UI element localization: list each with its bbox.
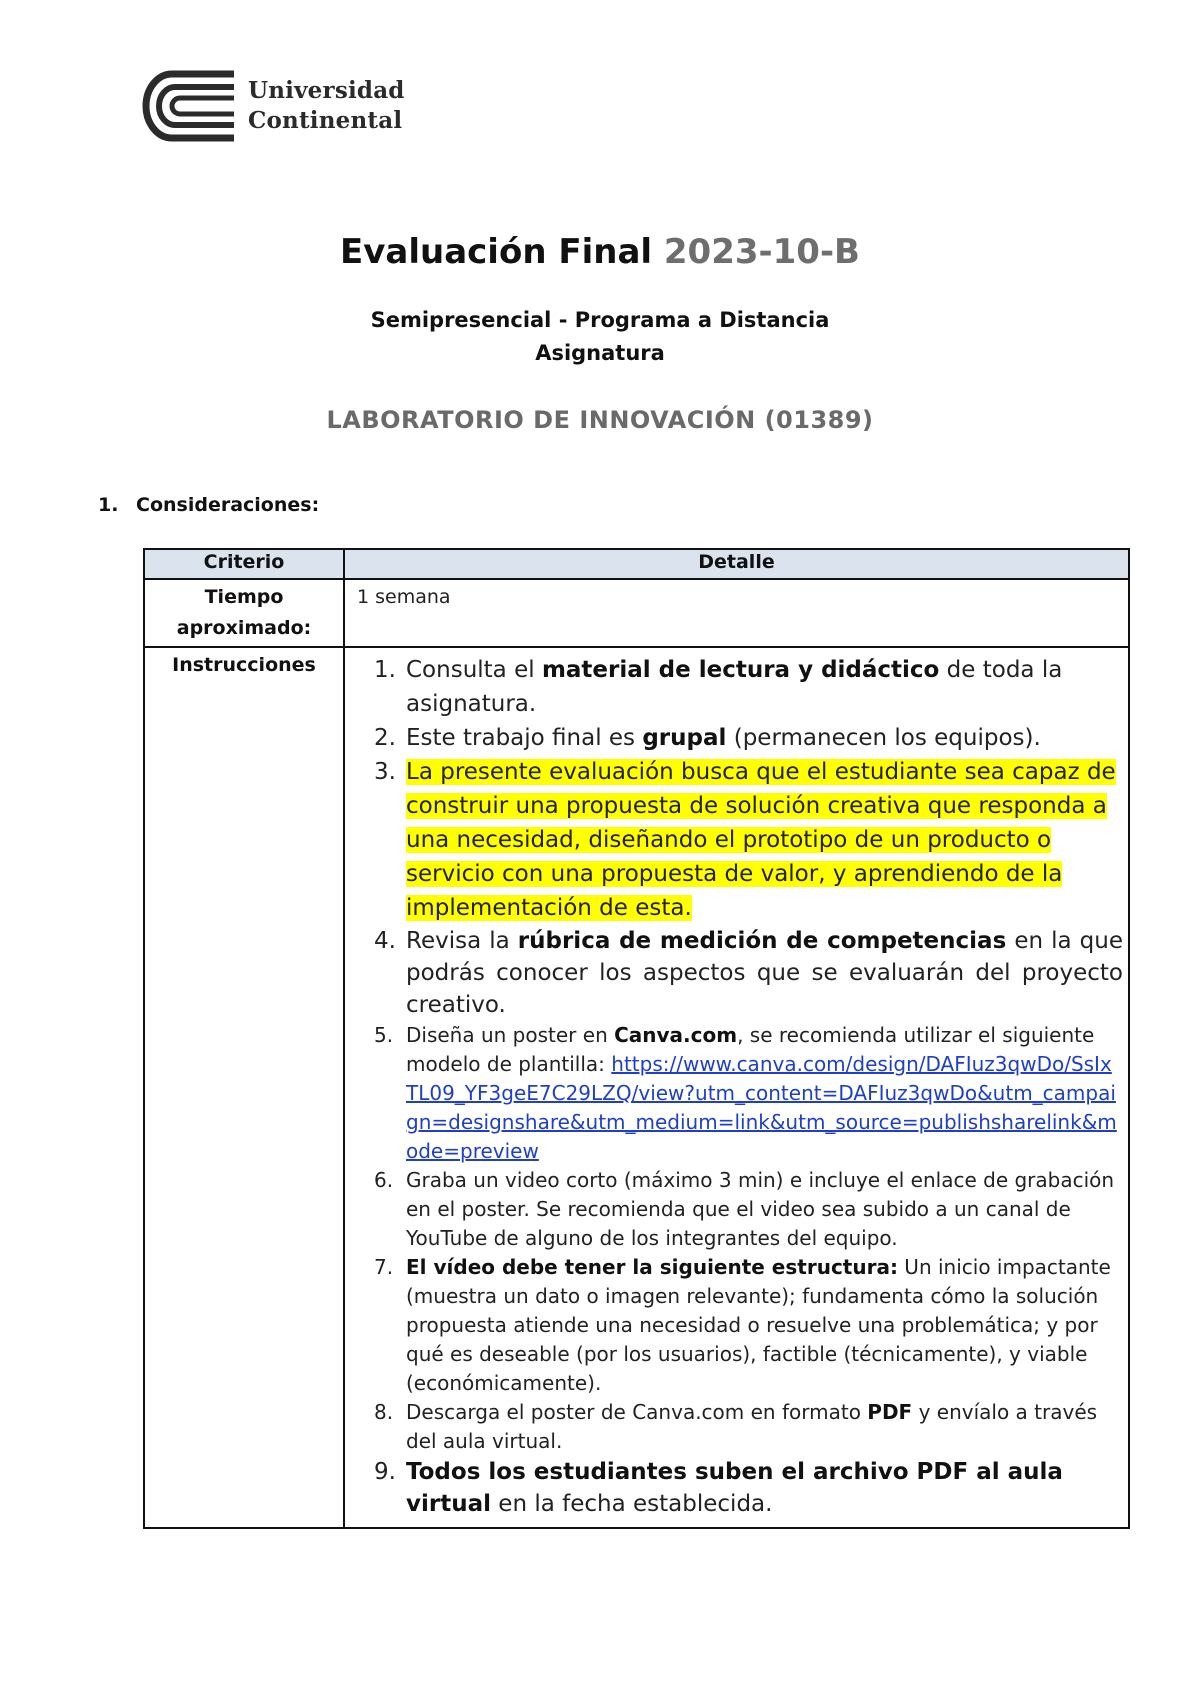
item-bold: Todos los estudiantes suben el archivo PDF al aula virtual — [406, 1459, 1063, 1517]
table-row — [144, 647, 1129, 1528]
list-item — [346, 653, 1123, 721]
item-text: Graba un video corto (máximo 3 min) e incluye el enlace de grabación en el poster. Se recomienda que el video sea subido a un canal de YouTube de alguno de los integrantes del equipo. — [406, 1168, 1115, 1250]
item-bold: PDF — [867, 1400, 913, 1424]
item-text: , se recomienda utilizar el siguiente modelo de plantilla: — [406, 1023, 1095, 1076]
university-logo-icon — [142, 70, 242, 142]
item-number: 5. — [374, 1023, 394, 1047]
list-item — [346, 1021, 1123, 1166]
item-number: 7. — [374, 1255, 394, 1279]
subtitle-asignatura: Asignatura — [535, 341, 665, 365]
row-value-tiempo: 1 semana — [344, 579, 1129, 647]
item-text: (permanecen los equipos). — [726, 725, 1041, 751]
list-item — [346, 1398, 1123, 1456]
subtitle-modality: Semipresencial - Programa a Distancia — [370, 308, 830, 332]
item-number: 9. — [374, 1459, 396, 1485]
instructions-list — [346, 653, 1127, 1520]
item-bold: rúbrica de medición de competencias — [517, 928, 1007, 954]
item-bold: Canva.com — [614, 1023, 738, 1047]
item-number: 4. — [374, 928, 396, 954]
item-number: 2. — [374, 725, 396, 751]
logo-line1: Universidad — [248, 77, 405, 104]
row-value-instrucciones — [344, 647, 1129, 1528]
canva-template-link[interactable]: https://www.canva.com/design/DAFIuz3qwDo/SsIxTL09_YF3geE7C29LZQ/view?utm_content=DAFIuz3qwDo&utm_campaign=designshare&utm_medium=link&utm_source=publishsharelink&mode=preview — [406, 1052, 1117, 1163]
row-label-instrucciones: Instrucciones — [144, 647, 344, 1528]
item-number: 6. — [374, 1168, 394, 1192]
list-item — [346, 721, 1123, 755]
section-number: 1. — [98, 494, 119, 516]
item-text: Consulta el — [406, 657, 542, 683]
page-title — [0, 232, 1200, 272]
item-text: Descarga el poster de Canva.com en formato — [406, 1400, 868, 1424]
section-heading — [98, 494, 319, 516]
list-item — [346, 1253, 1123, 1398]
item-text: Revisa la — [406, 928, 518, 954]
item-bold: grupal — [642, 725, 727, 751]
row-label-tiempo: Tiempo aproximado: — [144, 579, 344, 647]
list-item — [346, 1166, 1123, 1253]
header-detalle: Detalle — [344, 549, 1129, 579]
item-number: 3. — [374, 759, 396, 785]
item-text: y envíalo a través del aula virtual. — [406, 1400, 1098, 1453]
table-row — [144, 579, 1129, 647]
list-item — [346, 755, 1123, 925]
item-number: 8. — [374, 1400, 394, 1424]
item-highlighted-text: La presente evaluación busca que el estudiante sea capaz de construir una propuesta de solución creativa que responda a una necesidad, diseñando el prototipo de un producto o servicio con una propuesta de valor, y aprendiendo de la implementación de esta. — [406, 759, 1116, 921]
table-header-row — [144, 549, 1129, 579]
item-text: Un inicio impactante (muestra un dato o imagen relevante); fundamenta cómo la solución propuesta atiende una necesidad o resuelve una problemática; y por qué es deseable (por los usuarios), factible (técnicamente), y viable (económicamente). — [406, 1255, 1111, 1395]
logo-line2: Continental — [248, 107, 403, 134]
item-bold: El vídeo debe tener la siguiente estructura: — [406, 1255, 898, 1279]
header-criterio: Criterio — [144, 549, 344, 579]
item-bold: material de lectura y didáctico — [541, 657, 940, 683]
item-text: en la que podrás conocer los aspectos que se evaluarán del proyecto creativo. — [406, 928, 1123, 1018]
logo-wordmark — [248, 76, 405, 136]
item-number: 1. — [374, 657, 396, 683]
list-item — [346, 925, 1123, 1021]
item-text: de toda la asignatura. — [406, 657, 1063, 717]
item-text: en la fecha establecida. — [491, 1491, 773, 1517]
section-title: Consideraciones: — [136, 494, 320, 516]
item-text: Diseña un poster en — [406, 1023, 615, 1047]
course-name: LABORATORIO DE INNOVACIÓN (01389) — [326, 406, 874, 434]
title-main: Evaluación Final — [340, 232, 653, 272]
title-code: 2023-10-B — [663, 232, 860, 272]
list-item — [346, 1456, 1123, 1520]
university-logo — [142, 70, 405, 142]
considerations-table — [143, 548, 1130, 1529]
item-text: Este trabajo final es — [406, 725, 643, 751]
